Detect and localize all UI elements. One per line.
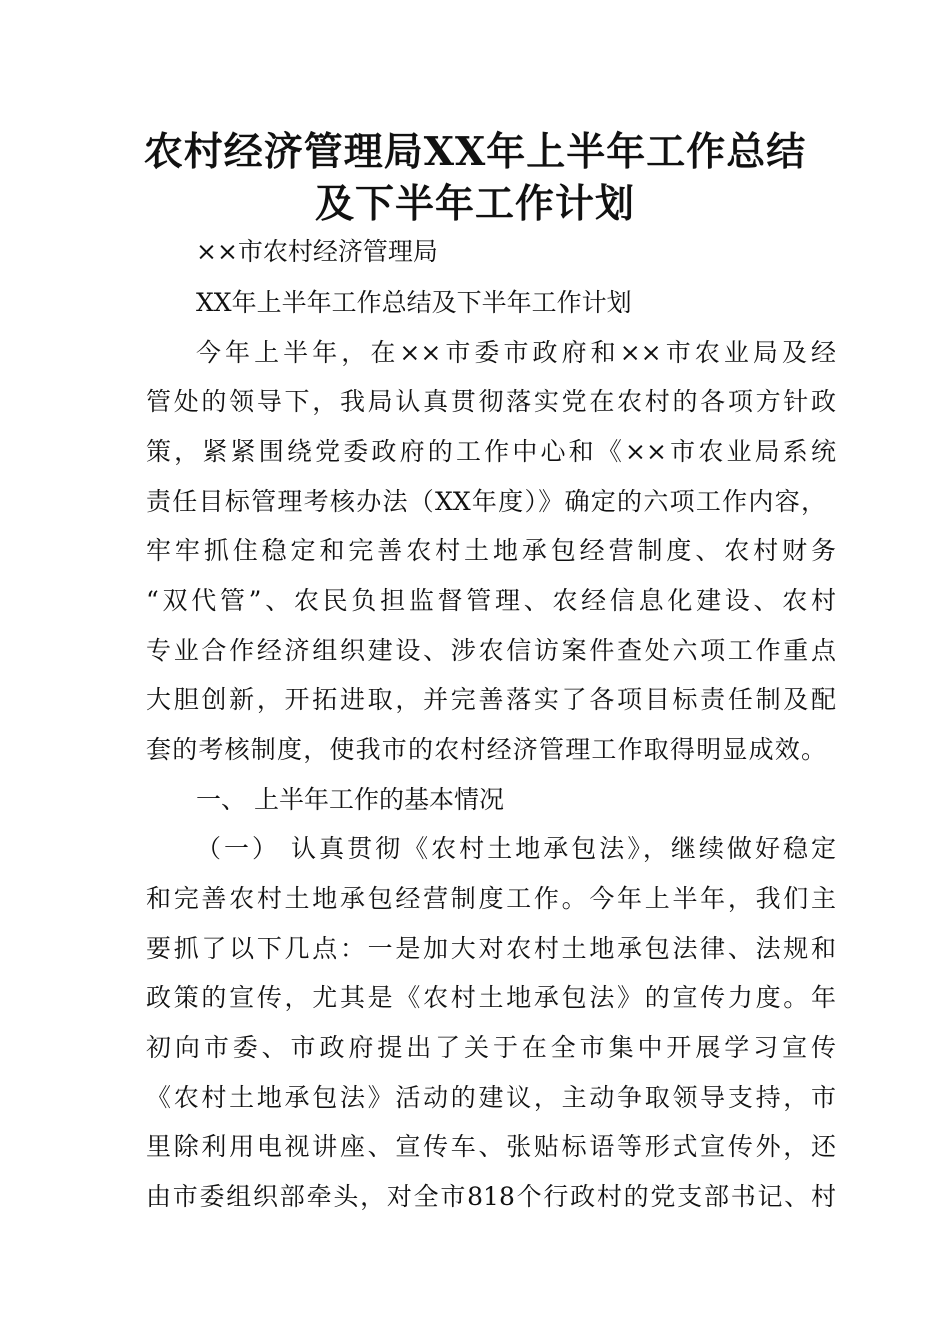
paragraph-line: 今年上半年，在××市委市政府和××市农业局及经 bbox=[196, 338, 836, 367]
paragraph-line: 管处的领导下，我局认真贯彻落实党在农村的各项方针政 bbox=[146, 387, 836, 416]
paragraph-line: 由市委组织部牵头，对全市818个行政村的党支部书记、村 bbox=[146, 1182, 836, 1211]
subtitle-line: XX年上半年工作总结及下半年工作计划 bbox=[196, 288, 632, 317]
paragraph-line: 责任目标管理考核办法（XX年度）》确定的六项工作内容， bbox=[146, 487, 826, 516]
paragraph-line: 和完善农村土地承包经营制度工作。今年上半年，我们主 bbox=[146, 884, 836, 913]
paragraph-line: 初向市委、市政府提出了关于在全市集中开展学习宣传 bbox=[146, 1033, 836, 1062]
section-heading: 一、 上半年工作的基本情况 bbox=[196, 785, 504, 814]
paragraph-line: 《农村土地承包法》活动的建议，主动争取领导支持，市 bbox=[146, 1083, 836, 1112]
paragraph-line: 套的考核制度，使我市的农村经济管理工作取得明显成效。 bbox=[146, 735, 826, 764]
paragraph-line: 专业合作经济组织建设、涉农信访案件查处六项工作重点 bbox=[146, 636, 836, 665]
paragraph-line: 里除利用电视讲座、宣传车、张贴标语等形式宣传外，还 bbox=[146, 1132, 836, 1161]
document-title-line-1: 农村经济管理局XX年上半年工作总结 bbox=[143, 129, 807, 175]
document-title-line-2: 及下半年工作计划 bbox=[314, 181, 635, 227]
organization-line: ××市农村经济管理局 bbox=[196, 237, 438, 266]
paragraph-line: 要抓了以下几点：一是加大对农村土地承包法律、法规和 bbox=[146, 934, 836, 963]
paragraph-line: “双代管”、农民负担监督管理、农经信息化建设、农村 bbox=[146, 586, 836, 615]
paragraph-line: 大胆创新，开拓进取，并完善落实了各项目标责任制及配 bbox=[146, 685, 836, 714]
paragraph-line: 政策的宣传，尤其是《农村土地承包法》的宣传力度。年 bbox=[146, 983, 836, 1012]
paragraph-line: 策，紧紧围绕党委政府的工作中心和《××市农业局系统 bbox=[146, 437, 836, 466]
paragraph-line: 牢牢抓住稳定和完善农村土地承包经营制度、农村财务 bbox=[146, 536, 836, 565]
paragraph-line: （一） 认真贯彻《农村土地承包法》，继续做好稳定 bbox=[196, 834, 836, 863]
